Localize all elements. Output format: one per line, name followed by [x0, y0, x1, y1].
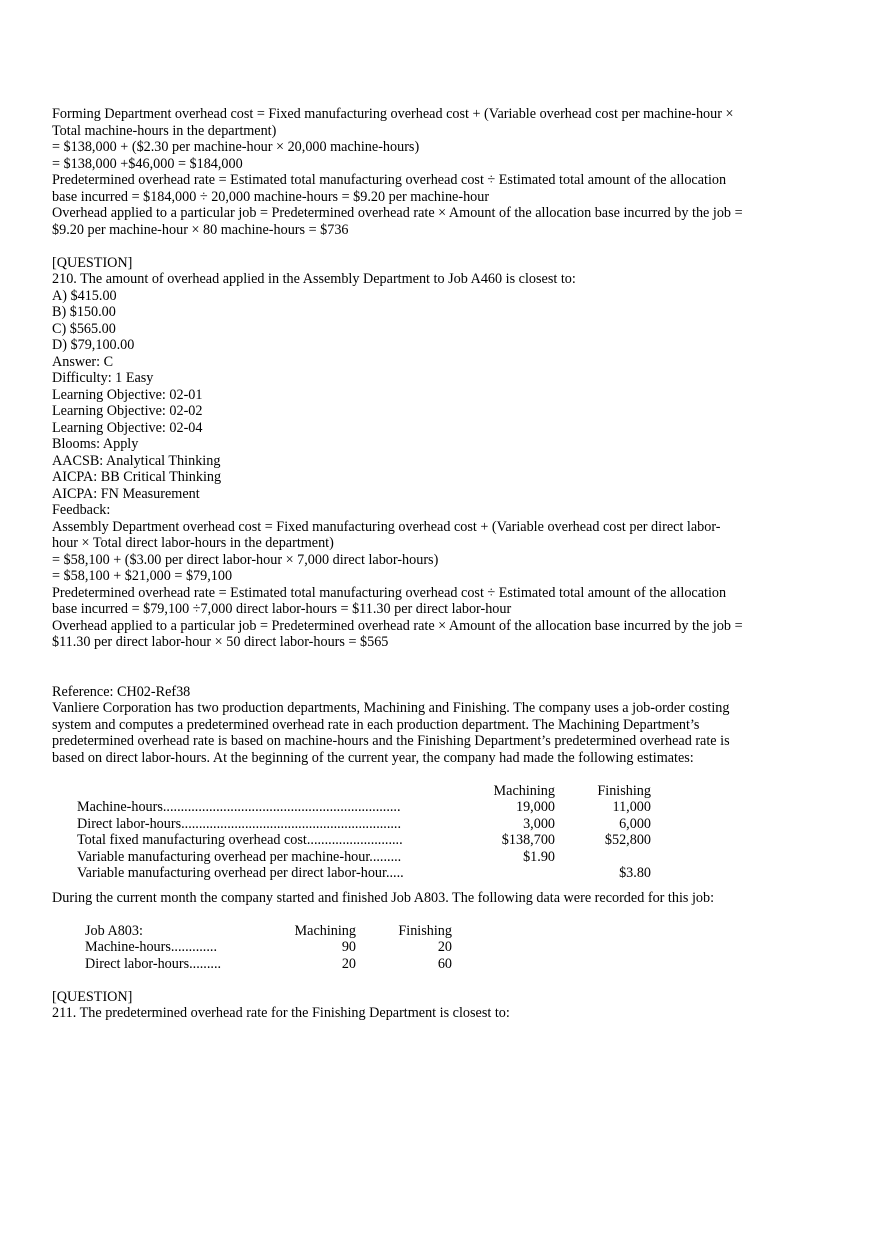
meta-answer: Answer: C	[52, 353, 114, 370]
row-label: Machine-hours.............	[85, 939, 217, 955]
cell-finishing: 20	[437, 939, 452, 955]
column-header: Finishing	[597, 782, 651, 799]
meta-learning-objective: Learning Objective: 02-02	[52, 403, 203, 419]
column-header: Finishing	[398, 922, 452, 939]
cell-finishing: 11,000	[612, 799, 651, 815]
text-line: $11.30 per direct labor-hour × 50 direct labor-hours = $565	[52, 634, 389, 650]
answer-option: D) $79,100.00	[52, 337, 135, 353]
job-data-table	[85, 923, 452, 973]
job-title: Job A803:	[85, 922, 143, 939]
question-stem: 211. The predetermined overhead rate for the Finishing Department is closest to:	[52, 1005, 510, 1021]
job-intro-text: During the current month the company started and finished Job A803. The following data were recorded for this job:	[52, 889, 715, 906]
row-label: Variable manufacturing overhead per direct labor-hour.....	[77, 865, 404, 881]
text-line: system and computes a predetermined overhead rate in each production department. The Machining Department’s	[52, 716, 700, 733]
table-row	[77, 832, 651, 849]
row-label: Machine-hours...................................................................	[77, 799, 401, 815]
text-line: Total machine-hours in the department)	[52, 122, 277, 139]
cell-finishing: 6,000	[619, 815, 651, 832]
row-label: Total fixed manufacturing overhead cost...........................	[77, 832, 403, 848]
table-header-row	[77, 783, 651, 800]
text-line: Predetermined overhead rate = Estimated total manufacturing overhead cost ÷ Estimated total amount of the allocation	[52, 584, 727, 601]
reference-label: Reference: CH02-Ref38	[52, 683, 191, 700]
document-page	[52, 106, 772, 1022]
cell-finishing: $52,800	[604, 832, 651, 848]
question-211	[52, 989, 772, 1022]
text-line: = $58,100 + ($3.00 per direct labor-hour × 7,000 direct labor-hours)	[52, 551, 439, 568]
text-line: Assembly Department overhead cost = Fixed manufacturing overhead cost + (Variable overhead cost per direct labor-	[52, 518, 721, 535]
meta-aacsb: AACSB: Analytical Thinking	[52, 452, 221, 469]
column-header: Machining	[493, 782, 555, 799]
table-row	[77, 865, 651, 882]
text-line: $9.20 per machine-hour × 80 machine-hours = $736	[52, 221, 349, 238]
text-line: based on direct labor-hours. At the beginning of the current year, the company had made the following estimates:	[52, 749, 694, 766]
text-line: = $138,000 + ($2.30 per machine-hour × 20,000 machine-hours)	[52, 139, 420, 155]
table-row	[85, 939, 452, 956]
text-line: Vanliere Corporation has two production departments, Machining and Finishing. The company uses a job-order costing	[52, 700, 730, 716]
meta-aicpa: AICPA: BB Critical Thinking	[52, 469, 222, 485]
cell-finishing	[555, 849, 651, 866]
question-stem: 210. The amount of overhead applied in the Assembly Department to Job A460 is closest to:	[52, 271, 576, 287]
text-line: base incurred = $184,000 ÷ 20,000 machine-hours = $9.20 per machine-hour	[52, 188, 490, 205]
answer-option: A) $415.00	[52, 287, 117, 304]
question-210	[52, 255, 772, 651]
estimates-table	[77, 783, 651, 882]
cell-machining: 19,000	[515, 799, 555, 815]
question-tag: [QUESTION]	[52, 988, 133, 1005]
cell-machining: $138,700	[501, 832, 555, 848]
meta-difficulty: Difficulty: 1 Easy	[52, 370, 154, 386]
row-label: Variable manufacturing overhead per machine-hour.........	[77, 848, 402, 865]
text-line: predetermined overhead rate is based on machine-hours and the Finishing Department’s predetermined overhead rate is	[52, 733, 730, 749]
text-line: hour × Total direct labor-hours in the department)	[52, 535, 334, 551]
text-line: Overhead applied to a particular job = Predetermined overhead rate × Amount of the allocation base incurred by the job =	[52, 205, 743, 221]
forming-feedback	[52, 106, 772, 238]
row-label: Direct labor-hours.........	[85, 955, 222, 972]
meta-learning-objective: Learning Objective: 02-01	[52, 386, 203, 403]
cell-machining	[455, 865, 555, 882]
table-row	[85, 956, 452, 973]
cell-machining: $1.90	[523, 848, 555, 865]
row-label: Direct labor-hours..............................................................	[77, 815, 402, 832]
cell-machining: 3,000	[523, 815, 555, 832]
text-line: Overhead applied to a particular job = Predetermined overhead rate × Amount of the allocation base incurred by the job =	[52, 617, 743, 634]
text-line: Predetermined overhead rate = Estimated total manufacturing overhead cost ÷ Estimated total amount of the allocation	[52, 172, 727, 188]
meta-blooms: Blooms: Apply	[52, 436, 139, 452]
text-line: Forming Department overhead cost = Fixed manufacturing overhead cost + (Variable overhead cost per machine-hour ×	[52, 106, 734, 122]
cell-finishing: $3.80	[619, 865, 651, 881]
column-header: Machining	[294, 922, 356, 939]
cell-finishing: 60	[437, 955, 452, 972]
table-row	[77, 816, 651, 833]
answer-option: C) $565.00	[52, 320, 116, 337]
table-row	[77, 849, 651, 866]
text-line: = $138,000 +$46,000 = $184,000	[52, 155, 243, 172]
table-row	[77, 799, 651, 816]
meta-feedback-label: Feedback:	[52, 502, 111, 518]
text-line: = $58,100 + $21,000 = $79,100	[52, 568, 233, 584]
answer-option: B) $150.00	[52, 304, 116, 320]
cell-machining: 90	[341, 939, 356, 955]
text-line: base incurred = $79,100 ÷7,000 direct labor-hours = $11.30 per direct labor-hour	[52, 601, 512, 617]
reference-section	[52, 684, 772, 767]
meta-aicpa: AICPA: FN Measurement	[52, 485, 200, 502]
table-header-row	[85, 923, 452, 940]
question-tag: [QUESTION]	[52, 254, 133, 271]
meta-learning-objective: Learning Objective: 02-04	[52, 419, 203, 436]
cell-machining: 20	[341, 955, 356, 972]
